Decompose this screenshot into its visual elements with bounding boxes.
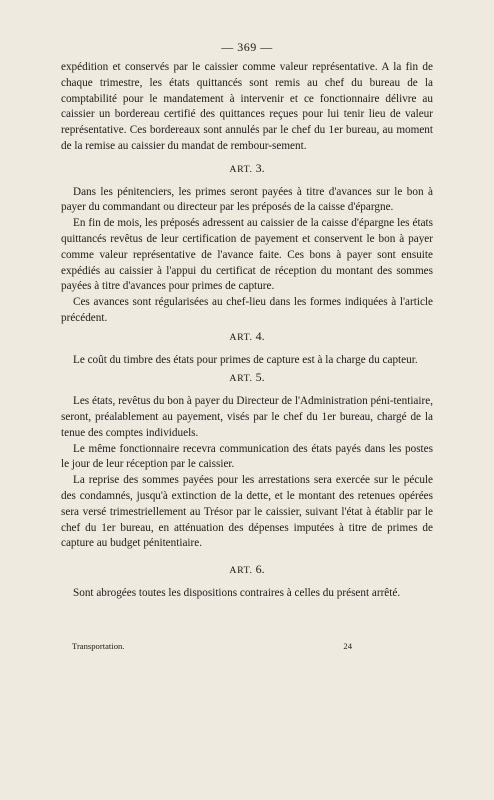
page-footer: [72, 639, 352, 655]
article-number: 6.: [255, 562, 265, 577]
article-number: 3.: [255, 160, 265, 175]
paragraph-continuation: expédition et conservés par le caissier comme valeur représentative. A la fin de chaque trimestre, les états quittancés sont remis au chef du bureau de la comptabilité pour le mandatement à intervenir et ce fonctionnaire délivre au caissier un bordereau certifié des quittances reçues pour lui tenir lieu de valeur représentative. Ces bordereaux sont annulés par le chef du 1er bureau, au moment de la remise au caissier du mandat de rembour-sement.: [61, 61, 433, 152]
article-6-heading: [61, 562, 433, 579]
footer-signature-left: Transportation.: [72, 641, 125, 651]
article-label: ART.: [229, 565, 253, 577]
paragraph-art6: Sont abrogées toutes les dispositions contraires à celles du présent arrêté.: [73, 586, 401, 599]
paragraph-art3-3: Ces avances sont régularisées au chef-lieu dans les formes indiquées à l'article précédent.: [61, 296, 433, 324]
page-body: [61, 60, 433, 602]
paragraph-art3-1: Dans les pénitenciers, les primes seront payées à titre d'avances sur le bon à payer du commandant ou directeur par les préposés de la caisse d'épargne.: [61, 185, 433, 214]
article-label: ART.: [229, 373, 253, 385]
article-number: 4.: [255, 328, 265, 343]
article-4-heading: [61, 329, 433, 346]
article-5-heading: [61, 370, 433, 387]
paragraph-art4: Le coût du timbre des états pour primes de capture est à la charge du capteur.: [73, 353, 418, 366]
paragraph-art5-2: Le même fonctionnaire recevra communication des états payés dans les postes le jour de leur réception par le caissier.: [61, 442, 433, 471]
article-number: 5.: [255, 370, 265, 385]
article-label: ART.: [229, 163, 253, 175]
footer-signature-number: 24: [343, 641, 352, 651]
paragraph-art5-3: La reprise des sommes payées pour les arrestations sera exercée sur le pécule des condamnés, jusqu'à extinction de la dette, et le montant des retenues opérées sera versé trimestriellement au Trésor par le caissier, suivant l'état à établir par le chef du 1er bureau, en atténuation des dépenses imputées à titre de primes de capture au budget pénitentiaire.: [61, 474, 433, 550]
page-number: — 369 —: [221, 40, 273, 54]
paragraph-art5-1: Les états, revêtus du bon à payer du Directeur de l'Administration péni-tentiaire, seront, préalablement au payement, visés par le chef du 1er bureau, chargé de la tenue des comptes individuels.: [61, 395, 433, 439]
article-label: ART.: [229, 331, 253, 343]
article-3-heading: [61, 161, 433, 178]
paragraph-art3-2: En fin de mois, les préposés adressent au caissier de la caisse d'épargne les états quittancés revêtus de leur certification de payement et conservent le bon à payer comme valeur représentative de l'avance faite. Ces bons à payer sont ensuite expédiés au caissier à l'appui du certificat de réception du montant des sommes payées à titre d'avances pour primes de capture.: [61, 217, 433, 293]
